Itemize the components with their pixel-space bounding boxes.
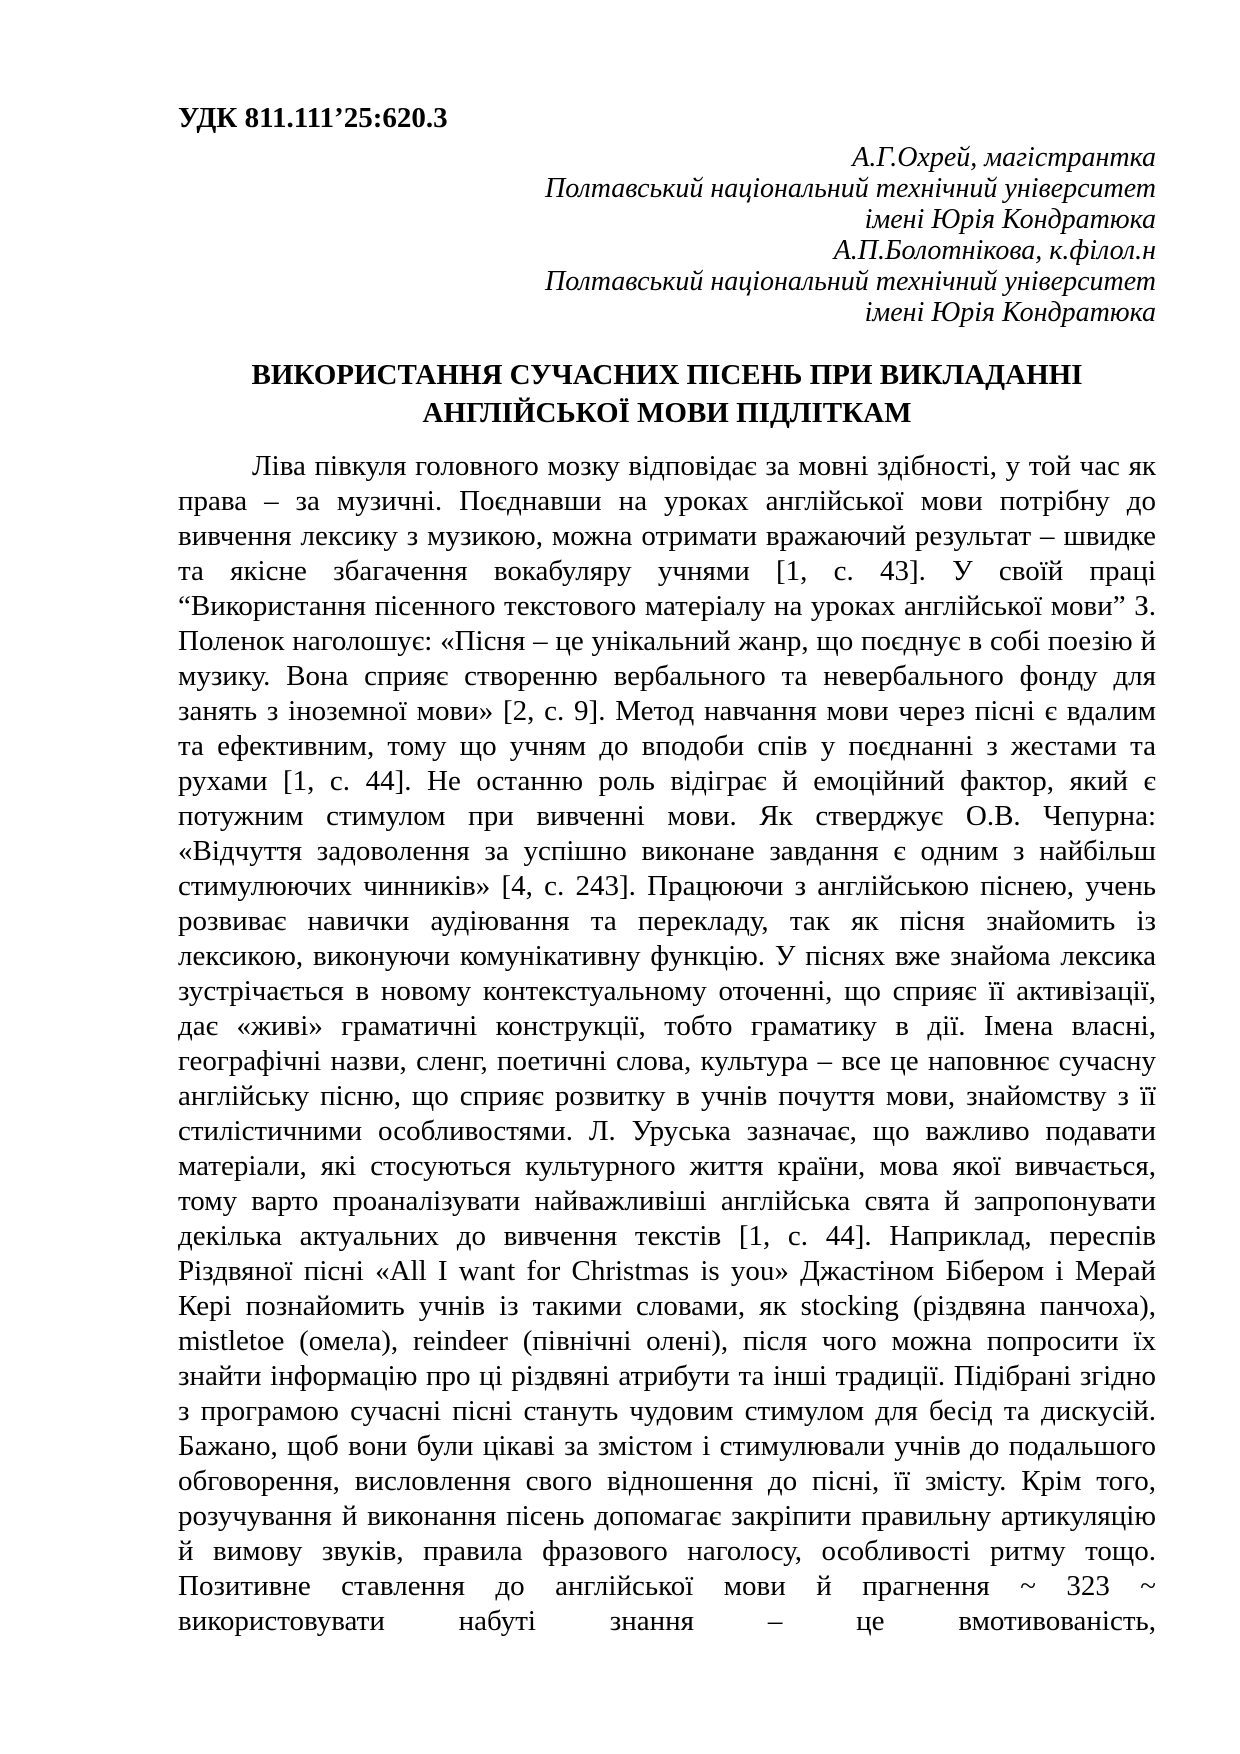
author-block <box>178 142 1156 328</box>
article-title-line: ВИКОРИСТАННЯ СУЧАСНИХ ПІСЕНЬ ПРИ ВИКЛАДАННІ <box>251 359 1083 391</box>
author-affiliation: Полтавський національний технічний університет <box>545 266 1156 297</box>
author-affiliation: імені Юрія Кондратюка <box>864 204 1156 235</box>
author-name: А.П.Болотнікова, к.філол.н <box>833 235 1156 266</box>
author-name: А.Г.Охрей, магістрантка <box>852 142 1156 173</box>
article-title-line: АНГЛІЙСЬКОЇ МОВИ ПІДЛІТКАМ <box>422 397 912 429</box>
article-title <box>178 356 1156 432</box>
article-body-paragraph: Ліва півкуля головного мозку відповідає за мовні здібності, у той час як права – за музичні. Поєднавши на уроках англійської мови потрібну до вивчення лексику з музикою, можна отримати вражаючий результат – швидке та якісне збагачення вокабуляру учнями [1, с. 43]. У своїй праці “Використання пісенного текстового матеріалу на уроках англійської мови” З. Поленок наголошує: «Пісня – це унікальний жанр, що поєднує в собі поезію й музику. Вона сприяє створенню вербального та невербального фонду для занять з іноземної мови» [2, с. 9]. Метод навчання мови через пісні є вдалим та ефективним, тому що учням до вподоби спів у поєднанні з жестами та рухами [1, с. 44]. Не останню роль відіграє й емоційний фактор, який є потужним стимулом при вивченні мови. Як стверджує О.В. Чепурна: «Відчуття задоволення за успішно виконане завдання є одним з найбільш стимулюючих чинників» [4, с. 243]. Працюючи з англійською піснею, учень розвиває навички аудіювання та перекладу, так як пісня знайомить із лексикою, виконуючи комунікативну функцію. У піснях вже знайома лексика зустрічається в новому контекстуальному оточенні, що сприяє її активізації, дає «живі» граматичні конструкції, тобто граматику в дії. Імена власні, географічні назви, сленг, поетичні слова, культура – все це наповнює сучасну англійську пісню, що сприяє розвитку в учнів почуття мови, знайомству з її стилістичними особливостями. Л. Уруська зазначає, що важливо подавати матеріали, які стосуються культурного життя країни, мова якої вивчається, тому варто проаналізувати найважливіші англійська свята й запропонувати декілька актуальних до вивчення текстів [1, с. 44]. Наприклад, переспів Різдвяної пісні «All I want for Christmas is you» Джастіном Бібером і Мерай Кері познайомить учнів із такими словами, як stocking (різдвяна панчоха), mistletoe (омела), reindeer (північні олені), після чого можна попросити їх знайти інформацію про ці різдвяні атрибути та інші традиції. Підібрані згідно з програмою сучасні пісні стануть чудовим стимулом для бесід та дискусій. Бажано, щоб вони були цікаві за змістом і стимулювали учнів до подальшого обговорення, висловлення свого відношення до пісні, її змісту. Крім того, розучування й виконання пісень допомагає закріпити правильну артикуляцію й вимову звуків, правила фразового наголосу, особливості ритму тощо. Позитивне ставлення до англійської мови й прагнення ~ 323 ~ використовувати набуті знання – це вмотивованість, <box>178 450 1156 1637</box>
udc-code: УДК 811.111’25:620.3 <box>178 102 448 134</box>
author-affiliation: імені Юрія Кондратюка <box>864 297 1156 328</box>
author-affiliation: Полтавський національний технічний університет <box>545 173 1156 204</box>
